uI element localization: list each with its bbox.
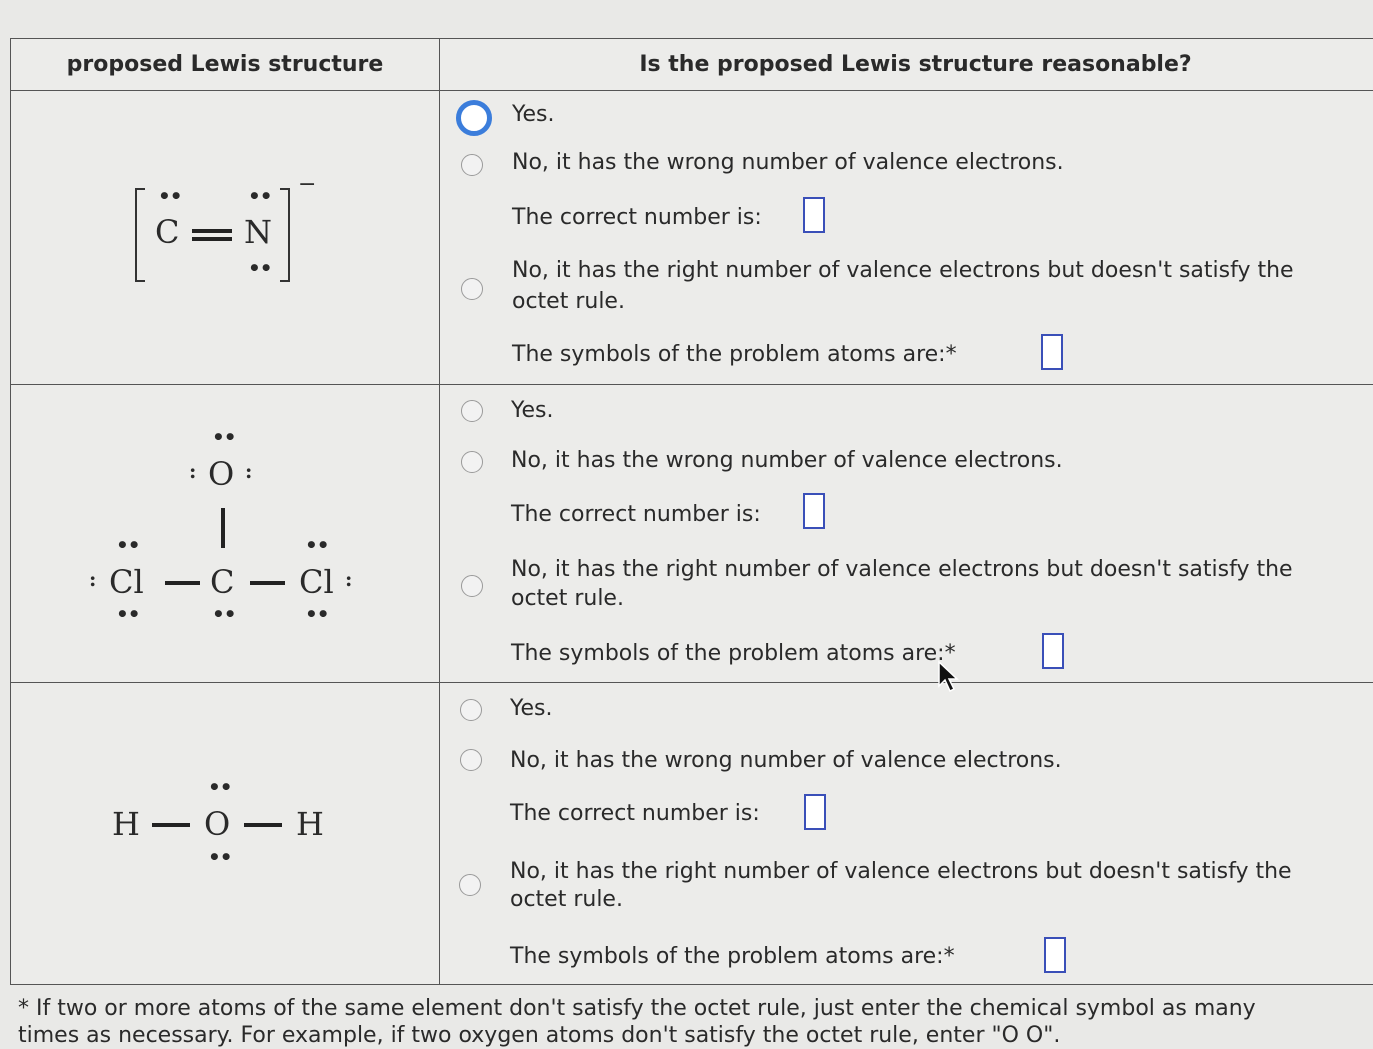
- structure-phosgene: [85, 425, 375, 635]
- lone-pair: ••: [208, 775, 232, 799]
- lone-pair: ••: [116, 602, 140, 626]
- atom-o: O: [208, 455, 235, 493]
- radio-octet-1[interactable]: [461, 278, 483, 300]
- atom-h: H: [112, 805, 140, 843]
- option-yes-2: Yes.: [511, 398, 554, 423]
- option-octet-3: No, it has the right number of valence electrons but doesn't satisfy the: [510, 859, 1292, 884]
- lone-pair: :: [245, 459, 252, 483]
- problem-atoms-input-1[interactable]: [1041, 334, 1063, 370]
- option-octet-3-cont: octet rule.: [510, 887, 623, 912]
- lone-pair: ••: [248, 256, 272, 280]
- radio-yes-2[interactable]: [461, 400, 483, 422]
- radio-wrong-valence-2[interactable]: [461, 451, 483, 473]
- row-divider: [11, 682, 1373, 683]
- footnote-line-2: times as necessary. For example, if two oxygen atoms don't satisfy the octet rule, enter "O O".: [18, 1023, 1061, 1048]
- lone-pair: :: [189, 459, 196, 483]
- lone-pair: ••: [212, 425, 236, 449]
- lone-pair: :: [345, 567, 352, 591]
- bond: [192, 237, 232, 241]
- charge: −: [298, 172, 317, 197]
- bond: [250, 581, 285, 585]
- radio-yes-1[interactable]: [456, 100, 492, 136]
- right-bracket: [280, 188, 290, 282]
- option-octet-2: No, it has the right number of valence electrons but doesn't satisfy the: [511, 557, 1293, 582]
- atom-c: C: [210, 563, 235, 601]
- atom-o: O: [204, 805, 231, 843]
- option-octet-1-cont: octet rule.: [512, 289, 625, 314]
- lone-pair: ••: [212, 602, 236, 626]
- mouse-cursor-icon: [937, 660, 961, 694]
- option-octet-1: No, it has the right number of valence electrons but doesn't satisfy the: [512, 258, 1294, 283]
- footnote-line-1: * If two or more atoms of the same element don't satisfy the octet rule, just enter the chemical symbol as many: [18, 996, 1256, 1021]
- problem-atoms-label-3: The symbols of the problem atoms are:*: [510, 944, 955, 969]
- bond: [221, 508, 225, 548]
- option-wrong-valence-1: No, it has the wrong number of valence electrons.: [512, 150, 1064, 175]
- option-wrong-valence-3: No, it has the wrong number of valence electrons.: [510, 748, 1062, 773]
- correct-number-label-3: The correct number is:: [510, 801, 760, 826]
- bond: [152, 823, 190, 827]
- correct-number-label-2: The correct number is:: [511, 502, 761, 527]
- atom-n: N: [244, 213, 272, 251]
- atom-h: H: [296, 805, 324, 843]
- problem-atoms-label-1: The symbols of the problem atoms are:*: [512, 342, 957, 367]
- option-wrong-valence-2: No, it has the wrong number of valence electrons.: [511, 448, 1063, 473]
- row-divider: [11, 90, 1373, 91]
- radio-wrong-valence-3[interactable]: [460, 749, 482, 771]
- atom-cl: Cl: [299, 563, 334, 601]
- radio-octet-2[interactable]: [461, 575, 483, 597]
- correct-number-input-1[interactable]: [803, 197, 825, 233]
- correct-number-input-3[interactable]: [804, 794, 826, 830]
- correct-number-input-2[interactable]: [803, 493, 825, 529]
- row-divider: [11, 384, 1373, 385]
- lone-pair: ••: [248, 184, 272, 208]
- lone-pair: ••: [158, 184, 182, 208]
- column-divider: [439, 39, 440, 984]
- problem-atoms-label-2: The symbols of the problem atoms are:*: [511, 641, 956, 666]
- option-octet-2-cont: octet rule.: [511, 586, 624, 611]
- left-bracket: [135, 188, 145, 282]
- footnote: [18, 995, 1256, 1049]
- header-reasonable: Is the proposed Lewis structure reasonable?: [440, 39, 1373, 91]
- bond: [165, 581, 200, 585]
- lone-pair: ••: [208, 845, 232, 869]
- lone-pair: ••: [116, 533, 140, 557]
- lone-pair: ••: [305, 533, 329, 557]
- option-yes-1: Yes.: [512, 102, 555, 127]
- radio-wrong-valence-1[interactable]: [461, 154, 483, 176]
- atom-cl: Cl: [109, 563, 144, 601]
- atom-c: C: [155, 213, 180, 251]
- correct-number-label-1: The correct number is:: [512, 205, 762, 230]
- header-proposed-structure: proposed Lewis structure: [11, 39, 439, 91]
- lone-pair: ••: [305, 602, 329, 626]
- bond: [244, 823, 282, 827]
- structure-water: [112, 775, 342, 875]
- bond: [192, 229, 232, 233]
- radio-octet-3[interactable]: [459, 874, 481, 896]
- lone-pair: :: [89, 567, 96, 591]
- problem-atoms-input-2[interactable]: [1042, 633, 1064, 669]
- option-yes-3: Yes.: [510, 696, 553, 721]
- problem-atoms-input-3[interactable]: [1044, 937, 1066, 973]
- structure-cyanide: [130, 172, 330, 290]
- radio-yes-3[interactable]: [460, 699, 482, 721]
